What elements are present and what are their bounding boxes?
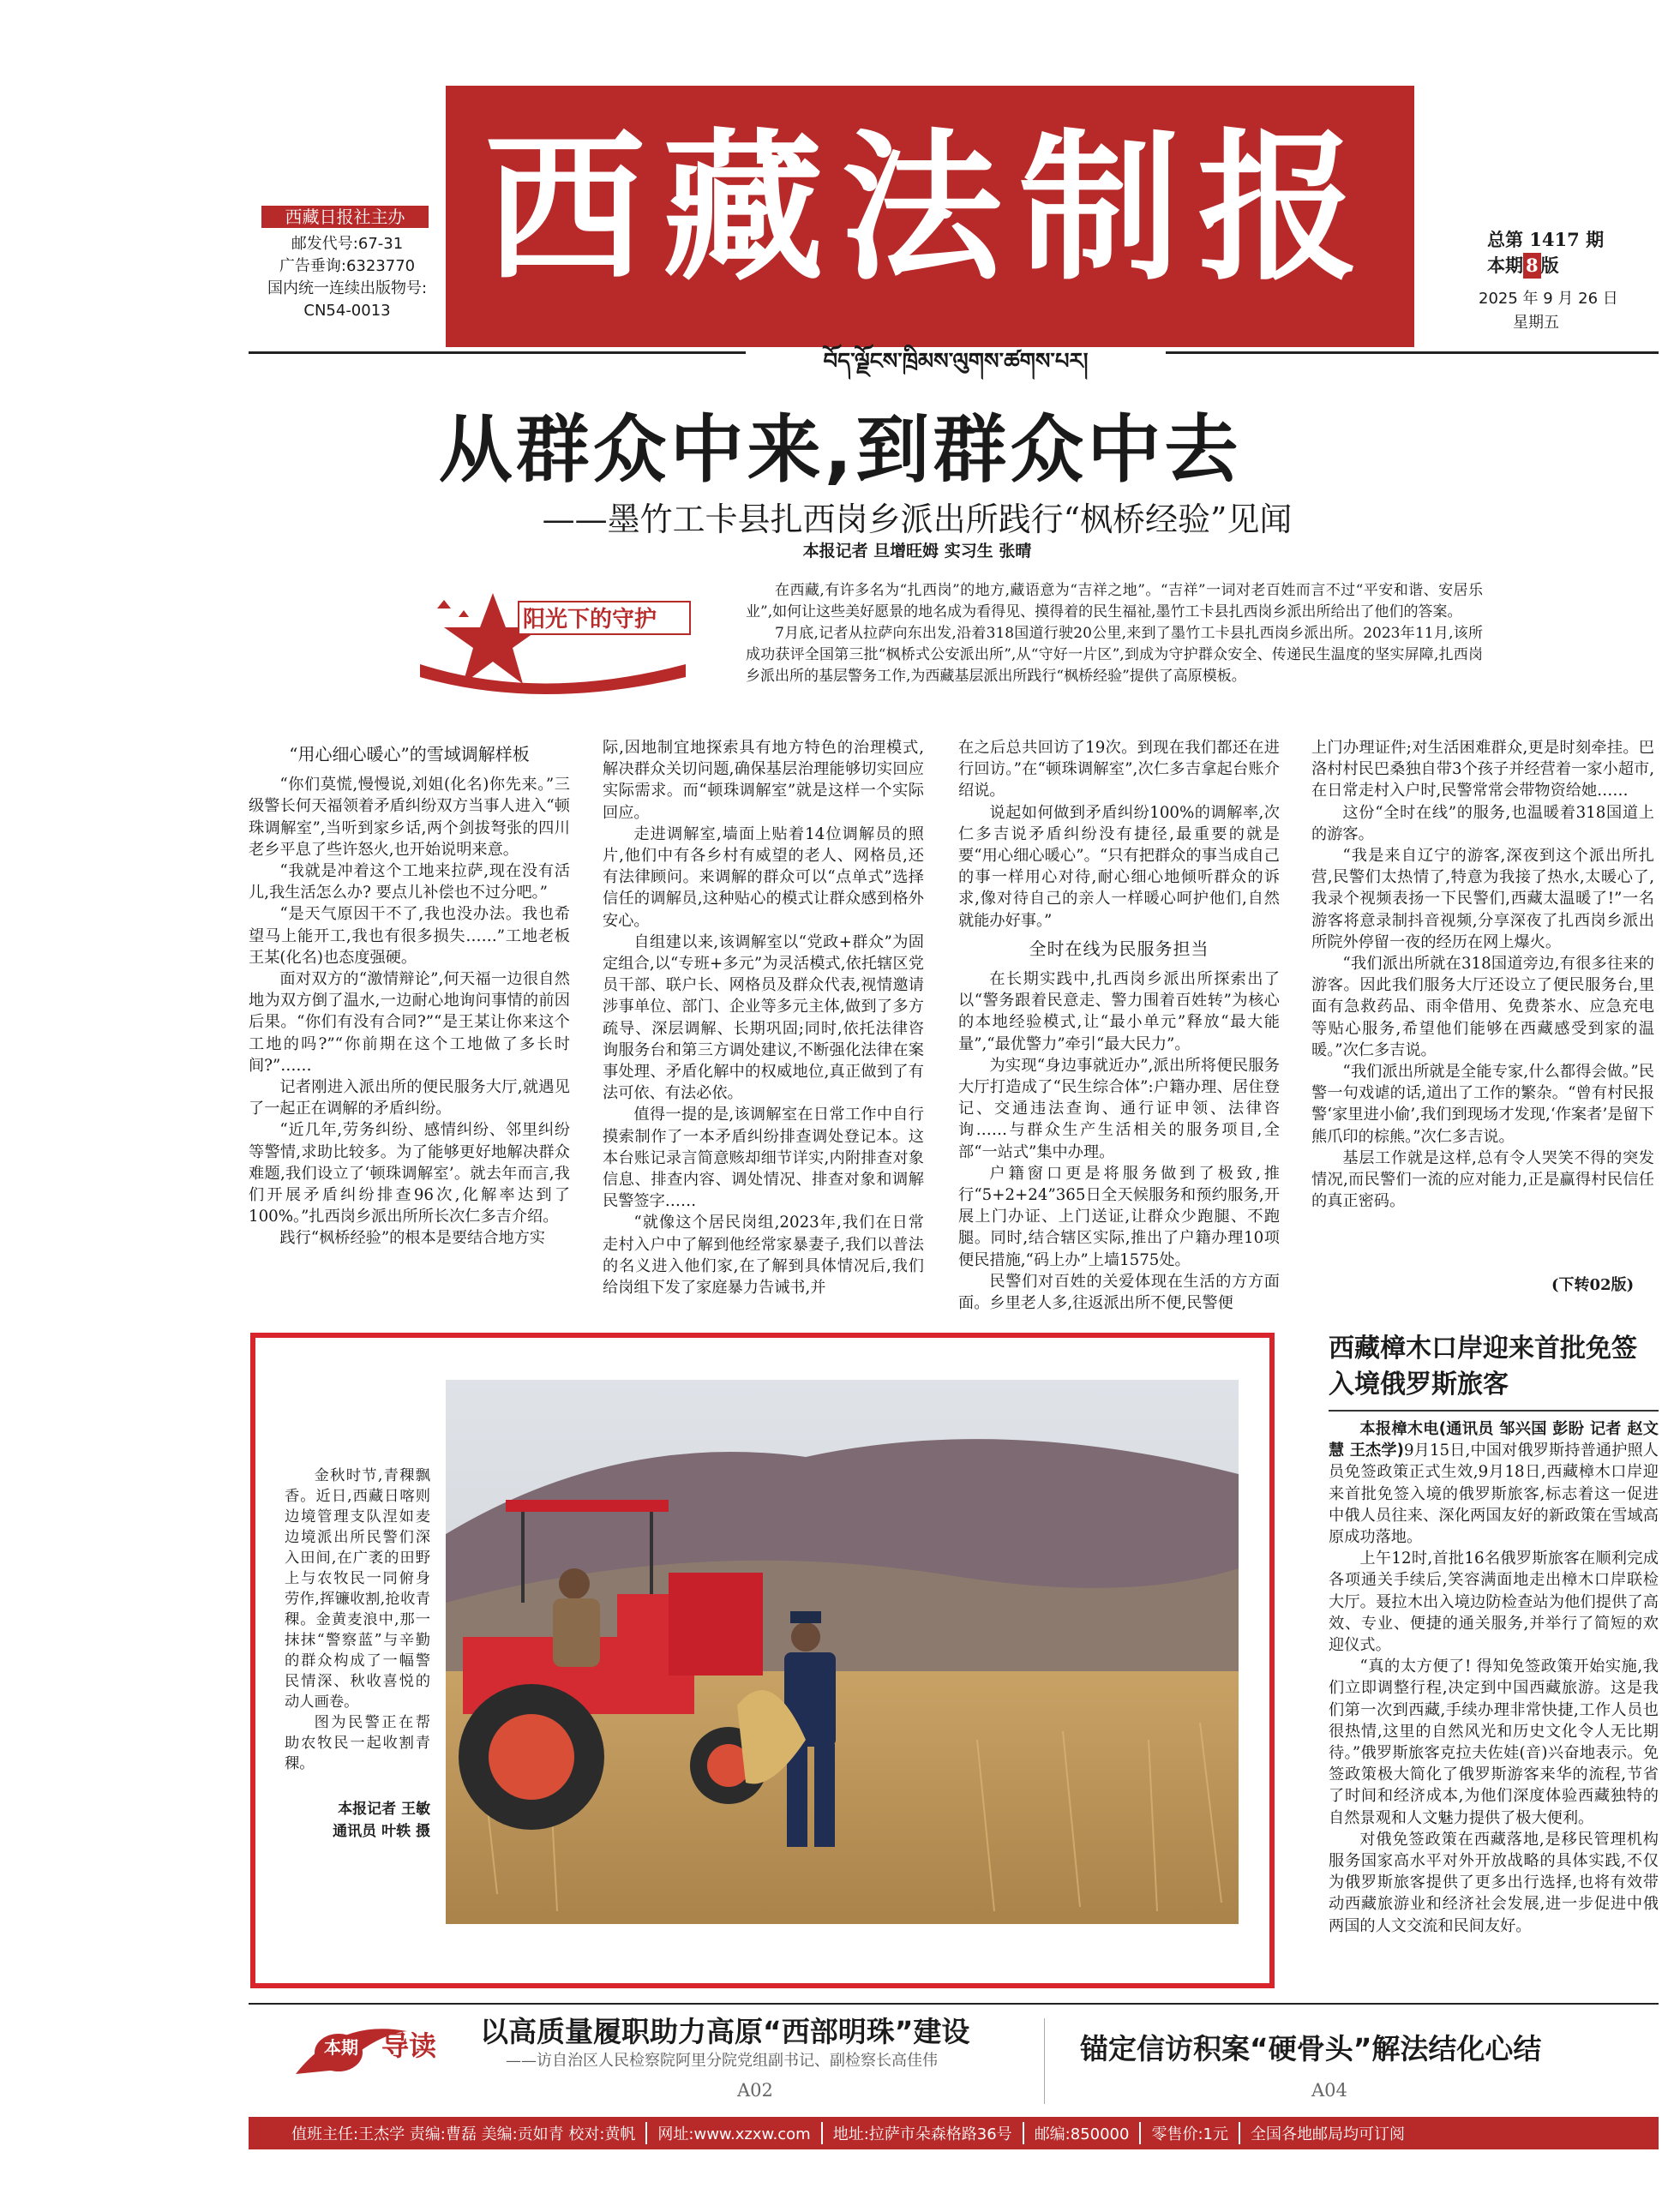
paragraph: “你们莫慌,慢慢说,刘姐(化名)你先来。”三级警长何天福领着矛盾纠纷双方当事人进入“顿珠调解室”,当听到家乡话,两个剑拔弩张的四川老乡平息了些许怒火,也开始说明来意。 xyxy=(249,776,570,859)
paragraph: 为实现“身边事就近办”,派出所将便民服务大厅打造成了“民生综合体”:户籍办理、居住登记、交通违法查询、通行证申领、法律咨询……与群众生产生活相关的服务项目,全部“一站式”集中办理。 xyxy=(958,1056,1280,1161)
paragraph: “我是来自辽宁的游客,深夜到这个派出所扎营,民警们太热情了,特意为我接了热水,太暖心了,我录个视频表扬一下民警们,西藏太温暖了!”一名游客将意录制抖音视频,分享深夜了扎西岗乡派出所院外停留一夜的经历在网上爆火。 xyxy=(1311,847,1654,951)
lede-paragraph: 7月底,记者从拉萨向东出发,沿着318国道行驶20公里,来到了墨竹工卡县扎西岗乡派出所。2023年11月,该所成功获评全国第三批“枫桥式公安派出所”,从“守好一片区”,到成为守护群众安全、传递民生温度的坚实屏障,扎西岗乡派出所的基层警务工作,为西藏基层派出所践行“枫桥经验”提供了高原模板。 xyxy=(746,625,1483,685)
article-column-3 xyxy=(958,737,1280,1314)
paragraph: 说起如何做到矛盾纠纷100%的调解率,次仁多吉说矛盾纠纷没有捷径,最重要的就是要“用心细心暖心”。“只有把群众的事当成自己的事一样用心对待,耐心细心地倾听群众的诉求,像对待自己的亲人一样暖心呵护他们,自然就能办好事。” xyxy=(958,803,1280,930)
lede-paragraph: 在西藏,有许多名为“扎西岗”的地方,藏语意为“吉祥之地”。“吉祥”一词对老百姓而言不过“平安和谐、安居乐业”,如何让这些美好愿景的地名成为看得见、摸得着的民生福祉,墨竹工卡县扎西岗乡派出所给出了他们的答案。 xyxy=(746,582,1483,620)
footer-website[interactable]: 网址:www.xzxw.com xyxy=(647,2122,822,2144)
article-headline: 从群众中来,到群众中去 xyxy=(438,407,1242,493)
article-byline: 本报记者 旦增旺姆 实习生 张晴 xyxy=(802,542,1032,560)
credit-line: 本报记者 王敏 xyxy=(338,1801,430,1818)
paragraph: 践行“枫桥经验”的根本是要结合地方实 xyxy=(279,1229,545,1248)
divider-line xyxy=(1044,2018,1045,2104)
edition-prefix: 本期 xyxy=(1487,255,1523,276)
column-label: 阳光下的守护 xyxy=(523,607,657,632)
paragraph: 面对双方的“激情辩论”,何天福一边很自然地为双方倒了温水,一边耐心地询问事情的前因后果。“你们有没有合同?”“是王某让你来这个工地的吗?”“你前期在这个工地做了多长时间?”…… xyxy=(249,970,570,1075)
guide-label-a: 本期 xyxy=(324,2037,358,2058)
photo-credit xyxy=(285,1798,430,1843)
paragraph: 记者刚进入派出所的便民服务大厅,就遇见了一起正在调解的矛盾纠纷。 xyxy=(249,1078,570,1118)
paragraph: “真的太方便了! 得知免签政策开始实施,我们立即调整行程,决定到中国西藏旅游。这是我们第一次到西藏,手续办理非常快捷,工作人员也很热情,这里的自然风光和历史文化令人无比期待。”俄罗斯旅客克拉夫佐娃(音)兴奋地表示。免签政策极大简化了俄罗斯游客来华的流程,节省了时间和经济成本,为他们深度体验西藏独特的自然景观和人文魅力提供了极大便利。 xyxy=(1329,1657,1659,1827)
side-story-title: 西藏樟木口岸迎来首批免签入境俄罗斯旅客 xyxy=(1329,1334,1637,1400)
edition-suffix: 版 xyxy=(1540,255,1559,276)
harvest-photo xyxy=(446,1380,1239,1924)
leaf-icon xyxy=(437,600,469,617)
paragraph: 自组建以来,该调解室以“党政+群众”为固定组合,以“专班+多元”为灵活模式,依托辖区党员干部、联户长、网格员及群众代表,视情邀请涉事单位、部门、企业等多元主体,做到了多方疏导、深层调解、长期巩固;同时,依托法律咨询服务台和第三方调处建议,不断强化法律在案事处理、矛盾化解中的权威地位,真正做到了有法可依、有法必依。 xyxy=(603,932,924,1103)
paragraph: “是天气原因干不了,我也没办法。我也希望马上能开工,我也有很多损失……”工地老板王某(化名)也态度强硬。 xyxy=(249,905,570,967)
paragraph: 户籍窗口更是将服务做到了极致,推行“5+2+24”365日全天候服务和预约服务,开展上门办证、上门送证,让群众少跑腿、不跑腿。同时,结合辖区实际,推出了户籍办理10项便民措施,“码上办”上墙1575处。 xyxy=(958,1164,1280,1269)
cn-number: CN54-0013 xyxy=(303,302,391,320)
paragraph: 民警们对百姓的关爱体现在生活的方方面面。乡里老人多,往返派出所不便,民警便 xyxy=(958,1272,1280,1313)
issue-date-block xyxy=(1479,287,1650,335)
column-logo xyxy=(411,583,694,703)
paragraph xyxy=(1329,1418,1659,1548)
divider-line xyxy=(1166,351,1659,354)
article-lede xyxy=(746,580,1483,687)
section-title: “用心细心暖心”的雪域调解样板 xyxy=(289,744,530,764)
teaser-page-ref[interactable]: A04 xyxy=(1311,2080,1347,2101)
issue-info xyxy=(1487,227,1659,279)
paragraph: 上午12时,首批16名俄罗斯旅客在顺利完成各项通关手续后,笑容满面地走出樟木口岸联检大厅。聂拉木出入境边防检查站为他们提供了高效、专业、便捷的通关服务,并举行了简短的欢迎仪式。 xyxy=(1329,1550,1659,1655)
article-column-2 xyxy=(603,737,924,1298)
paragraph: 值得一提的是,该调解室在日常工作中自行摸索制作了一本矛盾纠纷排查调处登记本。这本台账记录言简意赅却细节详实,内附排查对象信息、排查内容、调处情况、排查对象和调解民警签字…… xyxy=(603,1106,924,1211)
caption-text: 图为民警正在帮助农牧民一起收割青稞。 xyxy=(285,1714,430,1772)
teaser-title[interactable]: 以高质量履职助力高原“西部明珠”建设 xyxy=(480,2015,970,2048)
footer-address: 地址:拉萨市朵森格路36号 xyxy=(823,2122,1024,2144)
section-title: 全时在线为民服务担当 xyxy=(1029,938,1209,959)
paragraph: 在之后总共回访了19次。到现在我们都还在进行回访。”在“顿珠调解室”,次仁多吉拿起台账介绍说。 xyxy=(958,739,1280,800)
footer-subscribe: 全国各地邮局均可订阅 xyxy=(1251,2125,1405,2143)
credit-line: 通讯员 叶轶 摄 xyxy=(333,1823,430,1840)
dateline: 本报樟木电(通讯员 邹兴国 彭盼 记者 赵文慧 王杰学) xyxy=(1329,1420,1659,1460)
paragraph: 这份“全时在线”的服务,也温暖着318国道上的游客。 xyxy=(1311,803,1654,843)
ad-phone: 广告垂询:6323770 xyxy=(279,257,416,275)
paragraph: “我们派出所就是全能专家,什么都得会做。”民警一句戏谑的话,道出了工作的繁杂。“曾有村民报警‘家里进小偷’,我们到现场才发现,‘作案者’是留下熊爪印的棕熊。”次仁多吉说。 xyxy=(1311,1063,1654,1146)
issue-date: 2025 年 9 月 26 日 xyxy=(1479,290,1618,308)
paragraph: 基层工作就是这样,总有令人哭笑不得的突发情况,而民警们一流的应对能力,正是赢得村民信任的真正密码。 xyxy=(1311,1148,1654,1211)
photo-caption xyxy=(285,1466,430,1774)
sponsor-badge: 西藏日报社主办 xyxy=(261,206,429,228)
cn-label: 国内统一连续出版物号: xyxy=(267,279,428,297)
divider-line xyxy=(1329,1410,1659,1412)
paragraph: “就像这个居民岗组,2023年,我们在日常走村入户中了解到他经常家暴妻子,我们以普法的名义进入他们家,在了解到具体情况后,我们给岗组下发了家庭暴力告诫书,并 xyxy=(603,1214,924,1298)
footer-price: 零售价:1元 xyxy=(1141,2122,1240,2144)
tibetan-title: བོད་ལྗོངས་ཁྲིམས་ལུགས་ཚགས་པར། xyxy=(823,349,1089,375)
lead-text: 9月15日,中国对俄罗斯持普通护照人员免签政策正式生效,9月18日,西藏樟木口岸迎来首批免签入境的俄罗斯旅客,标志着这一促进中俄人员往来、深化两国友好的新政策在雪域高原成功落地。 xyxy=(1329,1442,1659,1547)
paragraph: 上门办理证件;对生活困难群众,更是时刻牵挂。巴洛村村民巴桑独自带3个孩子并经营着一家小超市,在日常走村入户时,民警常常会带物资给她…… xyxy=(1311,739,1654,800)
paragraph: 走进调解室,墙面上贴着14位调解员的照片,他们中有各乡村有威望的老人、网格员,还有法律顾问。来调解的群众可以“点单式”选择信任的调解员,这种贴心的模式让群众感到格外安心。 xyxy=(603,824,924,930)
paragraph: 际,因地制宜地探索具有地方特色的治理模式,解决群众关切问题,确保基层治理能够切实回应实际需求。而“顿珠调解室”就是这样一个实际回应。 xyxy=(603,739,924,822)
teaser-subtitle: ——访自治区人民检察院阿里分院党组副书记、副检察长高佳伟 xyxy=(506,2052,938,2070)
newspaper-title: 西藏法制报 xyxy=(484,113,1376,303)
edition-pages: 8 xyxy=(1523,253,1541,279)
ribbon-shape xyxy=(420,664,686,694)
teaser-title[interactable]: 锚定信访积案“硬骨头”解法结化心结 xyxy=(1080,2032,1542,2065)
article-subhead: ——墨竹工卡县扎西岗乡派出所践行“枫桥经验”见闻 xyxy=(542,501,1293,538)
divider-line xyxy=(249,2003,1659,2005)
issue-weekday: 星期五 xyxy=(1513,314,1559,332)
edition-line xyxy=(1487,253,1659,279)
footer-editors: 值班主任:王杰学 责编:曹磊 美编:贡如青 校对:黄帆 xyxy=(249,2122,647,2144)
footer-postcode: 邮编:850000 xyxy=(1024,2122,1142,2144)
teaser-page-ref[interactable]: A02 xyxy=(737,2080,773,2101)
paragraph: “近几年,劳务纠纷、感情纠纷、邻里纠纷等警情,求助比较多。为了能够更好地解决群众难题,我们设立了‘顿珠调解室’。就去年而言,我们开展矛盾纠纷排查96次,化解率达到了100%。”扎西岗乡派出所所长次仁多吉介绍。 xyxy=(249,1121,570,1226)
article-column-1 xyxy=(249,737,570,1250)
paragraph: “我们派出所就在318国道旁边,有很多往来的游客。因此我们服务大厅还设立了便民服务台,里面有急救药品、雨伞借用、免费茶水、应急充电等贴心服务,希望他们能够在西藏感受到家的温暖。”次仁多吉说。 xyxy=(1311,955,1654,1059)
paragraph: 对俄免签政策在西藏落地,是移民管理机构服务国家高水平对外开放战略的具体实践,不仅为俄罗斯旅客提供了更多出行选择,也将有效带动西藏旅游业和经济社会发展,进一步促进中俄两国的人文交流和民间友好。 xyxy=(1329,1830,1659,1935)
footer-bar xyxy=(249,2117,1659,2149)
issue-total: 总第 1417 期 xyxy=(1487,229,1605,250)
paragraph: “我就是冲着这个工地来拉萨,现在没有活儿,我生活怎么办? 要点儿补偿也不过分吧。” xyxy=(249,862,570,902)
side-story-body xyxy=(1329,1418,1659,1937)
caption-text: 金秋时节,青稞飘香。近日,西藏日喀则边境管理支队涅如麦边境派出所民警们深入田间,在广袤的田野上与农牧民一同俯身劳作,挥镰收割,抢收青稞。金黄麦浪中,那一抹抹“警察蓝”与辛勤的群众构成了一幅警民情深、秋收喜悦的动人画卷。 xyxy=(285,1467,430,1711)
postal-code: 邮发代号:67-31 xyxy=(291,235,404,253)
continued-note: (下转02版) xyxy=(1551,1276,1635,1294)
article-column-4 xyxy=(1311,737,1654,1212)
divider-line xyxy=(249,351,746,354)
guide-label-b: 导读 xyxy=(381,2029,437,2062)
paragraph: 在长期实践中,扎西岗乡派出所探索出了以“警务跟着民意走、警力围着百姓转”为核心的本地经验模式,让“最小单元”释放“最大能量”,“最优警力”牵引“最大民力”。 xyxy=(958,970,1280,1053)
